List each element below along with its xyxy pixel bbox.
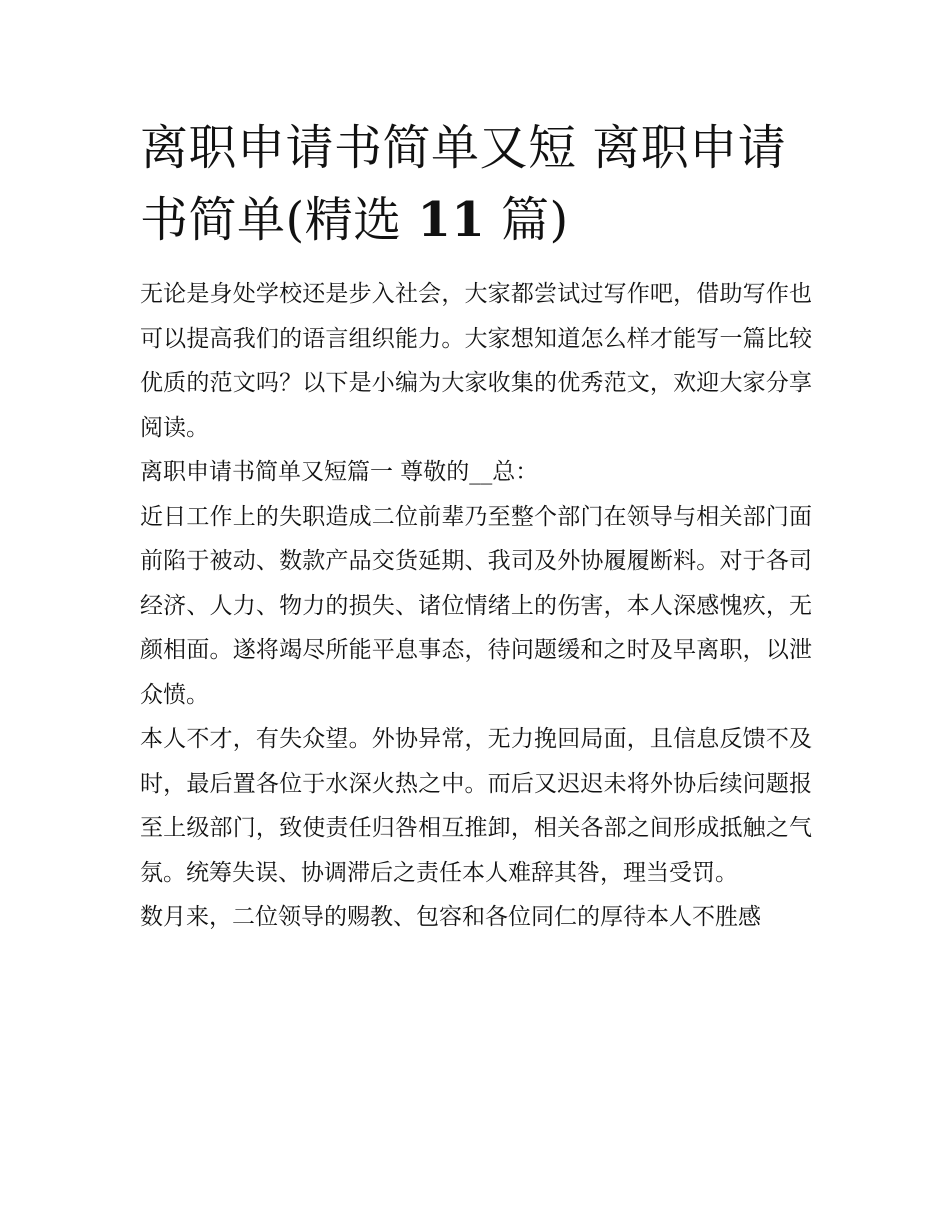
body-paragraph: 近日工作上的失职造成二位前辈乃至整个部门在领导与相关部门面前陷于被动、数款产品交货延期、我司及外协履履断料。对于各司经济、人力、物力的损失、诸位情绪上的伤害，本人深感愧疚，无颜相面。遂将竭尽所能平息事态，待问题缓和之时及早离职，以泄众愤。	[140, 503, 812, 708]
intro-paragraph: 无论是身处学校还是步入社会，大家都尝试过写作吧，借助写作也可以提高我们的语言组织能力。大家想知道怎么样才能写一篇比较优质的范文吗？以下是小编为大家收集的优秀范文，欢迎大家分享阅读。	[140, 281, 812, 441]
title-text-part1: 离职申请书简单又短 离职申请书简单(精选	[140, 120, 787, 248]
body-paragraph: 本人不才，有失众望。外协异常，无力挽回局面，且信息反馈不及时，最后置各位于水深火热之中。而后又迟迟未将外协后续问题报至上级部门，致使责任归咎相互推卸，相关各部之间形成抵触之气氛。统筹失误、协调滞后之责任本人难辞其咎，理当受罚。	[140, 726, 812, 886]
document-title	[140, 112, 812, 256]
document-page	[140, 112, 812, 940]
body-paragraph: 数月来，二位领导的赐教、包容和各位同仁的厚待本人不胜感	[140, 904, 761, 930]
section-heading-salutation: 离职申请书简单又短篇一 尊敬的__总：	[140, 459, 539, 485]
title-number: 11	[417, 192, 486, 248]
title-text-part2: 篇)	[485, 192, 569, 248]
